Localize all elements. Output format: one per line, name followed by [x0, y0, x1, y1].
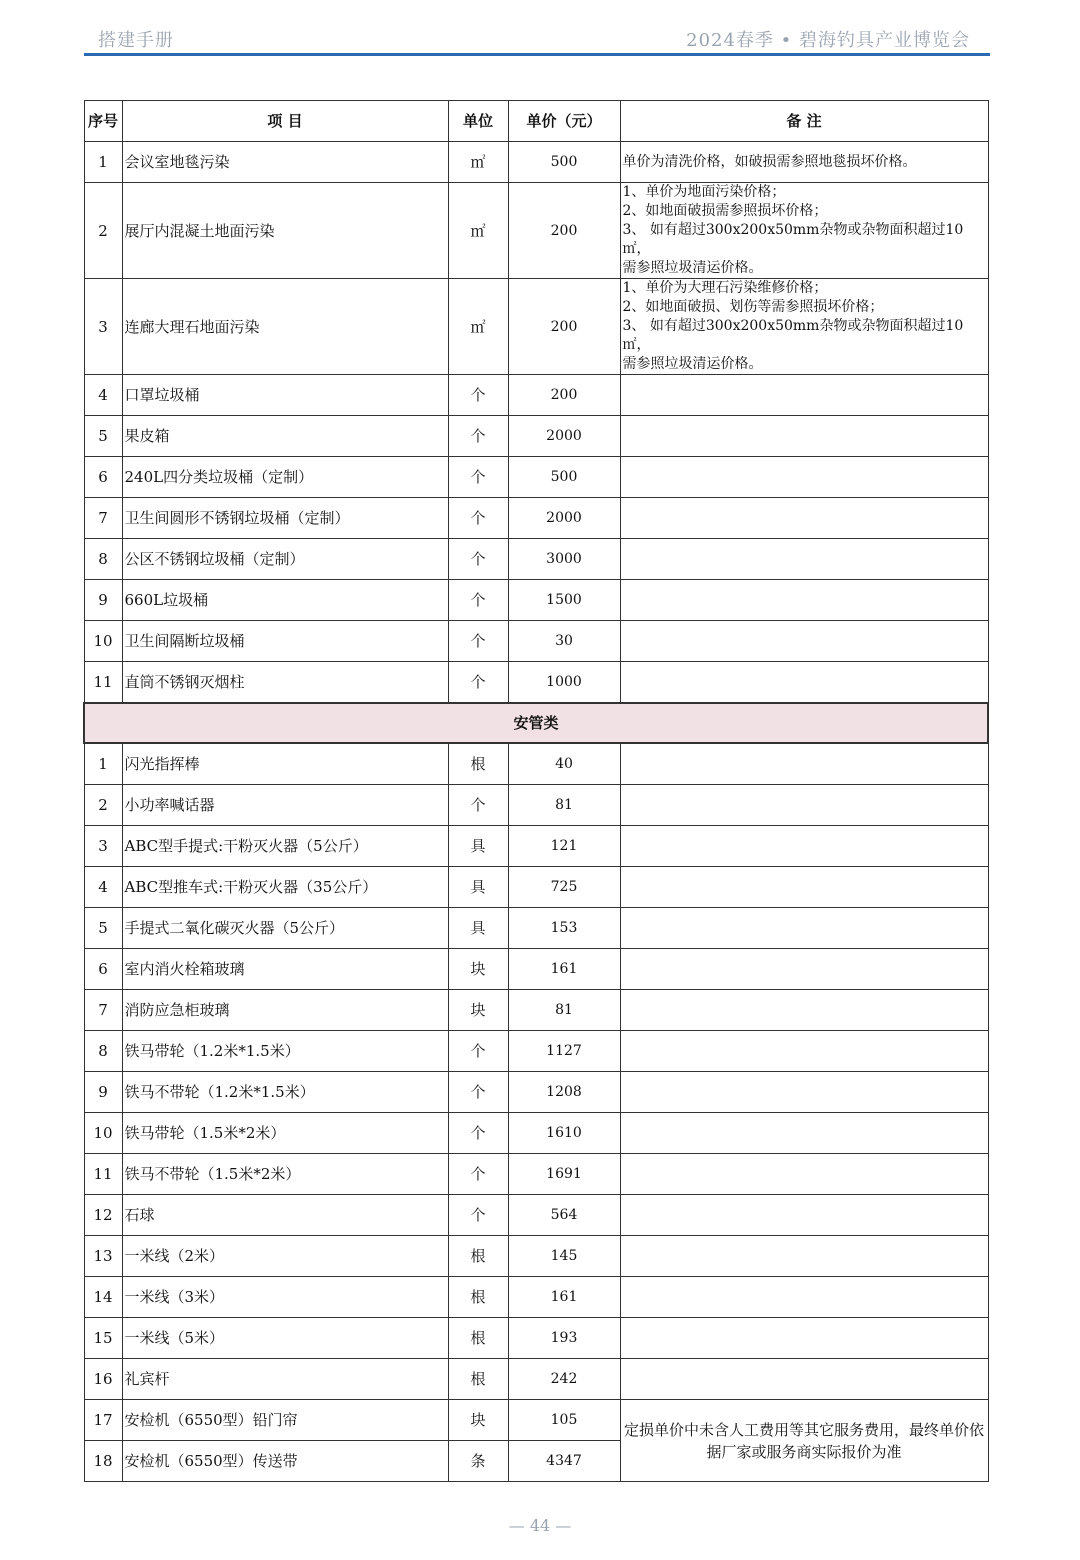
table-row — [84, 621, 988, 662]
cell-note — [620, 662, 988, 704]
table-row — [84, 949, 988, 990]
cell-no: 4 — [84, 375, 122, 416]
cell-note — [620, 743, 988, 785]
cell-no: 8 — [84, 1031, 122, 1072]
table-row — [84, 908, 988, 949]
cell-price: 200 — [508, 279, 620, 375]
cell-no: 11 — [84, 662, 122, 704]
cell-price: 564 — [508, 1195, 620, 1236]
cell-no: 14 — [84, 1277, 122, 1318]
cell-unit: ㎡ — [448, 142, 508, 183]
cell-note — [620, 1359, 988, 1400]
cell-price: 145 — [508, 1236, 620, 1277]
cell-no: 13 — [84, 1236, 122, 1277]
cell-no: 9 — [84, 1072, 122, 1113]
cell-unit: 块 — [448, 990, 508, 1031]
cell-note — [620, 1236, 988, 1277]
cell-note — [620, 416, 988, 457]
cell-price: 105 — [508, 1400, 620, 1441]
cell-note — [620, 1031, 988, 1072]
cell-unit: 根 — [448, 1318, 508, 1359]
cell-item: 室内消火栓箱玻璃 — [122, 949, 448, 990]
table-row — [84, 1236, 988, 1277]
table-row — [84, 990, 988, 1031]
cell-item: ABC型手提式:干粉灭火器（5公斤） — [122, 826, 448, 867]
cell-price: 81 — [508, 785, 620, 826]
cell-note — [620, 908, 988, 949]
cell-unit: ㎡ — [448, 183, 508, 279]
cell-price: 725 — [508, 867, 620, 908]
table-row — [84, 142, 988, 183]
cell-item: 会议室地毯污染 — [122, 142, 448, 183]
cell-no: 15 — [84, 1318, 122, 1359]
cell-no: 1 — [84, 743, 122, 785]
cell-note — [620, 990, 988, 1031]
cell-note — [620, 539, 988, 580]
cell-price: 81 — [508, 990, 620, 1031]
cell-note — [620, 1154, 988, 1195]
cell-no: 10 — [84, 1113, 122, 1154]
cell-item: 铁马不带轮（1.5米*2米） — [122, 1154, 448, 1195]
cell-price: 242 — [508, 1359, 620, 1400]
cell-no: 6 — [84, 457, 122, 498]
cell-item: 展厅内混凝土地面污染 — [122, 183, 448, 279]
table-row — [84, 1113, 988, 1154]
cell-no: 2 — [84, 183, 122, 279]
cell-unit: 个 — [448, 785, 508, 826]
table-row — [84, 539, 988, 580]
cell-price: 30 — [508, 621, 620, 662]
cell-price: 1000 — [508, 662, 620, 704]
cell-price: 161 — [508, 949, 620, 990]
cell-price: 200 — [508, 183, 620, 279]
cell-note — [620, 498, 988, 539]
cell-price: 4347 — [508, 1441, 620, 1482]
cell-no: 4 — [84, 867, 122, 908]
cell-no: 9 — [84, 580, 122, 621]
cell-no: 8 — [84, 539, 122, 580]
cell-unit: 个 — [448, 662, 508, 704]
cell-item: 卫生间圆形不锈钢垃圾桶（定制） — [122, 498, 448, 539]
table-row — [84, 457, 988, 498]
cell-unit: 条 — [448, 1441, 508, 1482]
page-header — [84, 20, 990, 56]
cell-unit: 个 — [448, 621, 508, 662]
cell-no: 7 — [84, 498, 122, 539]
cell-no: 3 — [84, 826, 122, 867]
cell-price: 193 — [508, 1318, 620, 1359]
merged-note-cell: 定损单价中未含人工费用等其它服务费用，最终单价依据厂家或服务商实际报价为准 — [620, 1400, 988, 1482]
table-row — [84, 826, 988, 867]
cell-unit: 个 — [448, 1154, 508, 1195]
cell-note — [620, 183, 988, 279]
cell-item: 公区不锈钢垃圾桶（定制） — [122, 539, 448, 580]
cell-item: 一米线（2米） — [122, 1236, 448, 1277]
cell-unit: 个 — [448, 1031, 508, 1072]
cell-item: 铁马不带轮（1.2米*1.5米） — [122, 1072, 448, 1113]
cell-item: 安检机（6550型）铅门帘 — [122, 1400, 448, 1441]
cell-note — [620, 1195, 988, 1236]
cell-unit: 根 — [448, 1277, 508, 1318]
cell-price: 121 — [508, 826, 620, 867]
page-number: — 44 — — [508, 1516, 572, 1535]
cell-item: 礼宾杆 — [122, 1359, 448, 1400]
cell-unit: 个 — [448, 416, 508, 457]
cell-unit: 个 — [448, 457, 508, 498]
cell-unit: 个 — [448, 1072, 508, 1113]
cell-note — [620, 867, 988, 908]
table-row — [84, 1400, 988, 1441]
table-row — [84, 1031, 988, 1072]
cell-no: 18 — [84, 1441, 122, 1482]
cell-price: 1127 — [508, 1031, 620, 1072]
cell-price: 153 — [508, 908, 620, 949]
cell-note — [620, 621, 988, 662]
cell-unit: 具 — [448, 867, 508, 908]
cell-item: 果皮箱 — [122, 416, 448, 457]
note-line: 需参照垃圾清运价格。 — [622, 260, 763, 276]
cell-price: 1610 — [508, 1113, 620, 1154]
table-row — [84, 416, 988, 457]
cell-item: 消防应急柜玻璃 — [122, 990, 448, 1031]
col-header-item: 项 目 — [122, 101, 448, 142]
cell-unit: 根 — [448, 1359, 508, 1400]
table-row — [84, 580, 988, 621]
note-line: 1、单价为地面污染价格； — [622, 184, 786, 200]
table-row — [84, 183, 988, 279]
cell-unit: 个 — [448, 580, 508, 621]
cell-item: 卫生间隔断垃圾桶 — [122, 621, 448, 662]
header-divider — [84, 53, 990, 56]
cell-item: 直筒不锈钢灭烟柱 — [122, 662, 448, 704]
table-row — [84, 1072, 988, 1113]
table-row — [84, 1318, 988, 1359]
cell-note — [620, 826, 988, 867]
cell-note — [620, 949, 988, 990]
cell-no: 11 — [84, 1154, 122, 1195]
cell-item: 连廊大理石地面污染 — [122, 279, 448, 375]
cell-price: 500 — [508, 457, 620, 498]
table-row — [84, 375, 988, 416]
cell-note — [620, 1277, 988, 1318]
cell-note — [620, 1072, 988, 1113]
cell-no: 2 — [84, 785, 122, 826]
cell-unit: 具 — [448, 908, 508, 949]
cell-item: 铁马带轮（1.5米*2米） — [122, 1113, 448, 1154]
cell-item: 口罩垃圾桶 — [122, 375, 448, 416]
cell-price: 1691 — [508, 1154, 620, 1195]
cell-price: 1208 — [508, 1072, 620, 1113]
table-row — [84, 498, 988, 539]
section-header-row — [84, 703, 988, 743]
cell-unit: 根 — [448, 743, 508, 785]
cell-no: 16 — [84, 1359, 122, 1400]
cell-unit: 个 — [448, 375, 508, 416]
table-row — [84, 785, 988, 826]
cell-no: 6 — [84, 949, 122, 990]
table-row — [84, 1359, 988, 1400]
cell-unit: 具 — [448, 826, 508, 867]
note-line: 2、如地面破损需参照损坏价格； — [622, 203, 828, 219]
cell-price: 200 — [508, 375, 620, 416]
header-manual-title: 搭建手册 — [98, 30, 174, 51]
cell-item: 一米线（5米） — [122, 1318, 448, 1359]
table-row — [84, 1195, 988, 1236]
cell-unit: 个 — [448, 539, 508, 580]
cell-note — [620, 375, 988, 416]
col-header-note: 备 注 — [620, 101, 988, 142]
cell-note — [620, 1318, 988, 1359]
cell-no: 5 — [84, 908, 122, 949]
cell-item: 240L四分类垃圾桶（定制） — [122, 457, 448, 498]
cell-unit: 根 — [448, 1236, 508, 1277]
cell-item: 一米线（3米） — [122, 1277, 448, 1318]
note-line: 1、单价为大理石污染维修价格； — [622, 280, 828, 296]
section-title: 安管类 — [84, 703, 988, 743]
cell-price: 1500 — [508, 580, 620, 621]
cell-price: 3000 — [508, 539, 620, 580]
cell-item: 石球 — [122, 1195, 448, 1236]
note-line: 2、如地面破损、划伤等需参照损坏价格； — [622, 299, 884, 315]
cell-no: 5 — [84, 416, 122, 457]
cell-item: 小功率喊话器 — [122, 785, 448, 826]
cell-item: 铁马带轮（1.2米*1.5米） — [122, 1031, 448, 1072]
cell-no: 7 — [84, 990, 122, 1031]
cell-no: 10 — [84, 621, 122, 662]
cell-price: 2000 — [508, 416, 620, 457]
cell-unit: 个 — [448, 1113, 508, 1154]
cell-unit: 个 — [448, 498, 508, 539]
header-event-title: 2024春季 • 碧海钓具产业博览会 — [686, 30, 970, 51]
cell-item: ABC型推车式:干粉灭火器（35公斤） — [122, 867, 448, 908]
col-header-no: 序号 — [84, 101, 122, 142]
table-row — [84, 662, 988, 704]
col-header-unit: 单位 — [448, 101, 508, 142]
cell-no: 17 — [84, 1400, 122, 1441]
price-table — [83, 100, 989, 1482]
cell-price: 161 — [508, 1277, 620, 1318]
cell-item: 手提式二氧化碳灭火器（5公斤） — [122, 908, 448, 949]
table-header-row — [84, 101, 988, 142]
cell-note — [620, 785, 988, 826]
cell-note — [620, 457, 988, 498]
cell-unit: 块 — [448, 1400, 508, 1441]
cell-unit: ㎡ — [448, 279, 508, 375]
note-line: 3、 如有超过300x200x50mm杂物或杂物面积超过10㎡， — [622, 318, 964, 353]
table-row — [84, 1277, 988, 1318]
cell-no: 12 — [84, 1195, 122, 1236]
note-line: 需参照垃圾清运价格。 — [622, 356, 763, 372]
cell-note — [620, 279, 988, 375]
col-header-price: 单价（元） — [508, 101, 620, 142]
cell-note — [620, 1113, 988, 1154]
table-row — [84, 743, 988, 785]
cell-price: 2000 — [508, 498, 620, 539]
cell-item: 闪光指挥棒 — [122, 743, 448, 785]
cell-item: 安检机（6550型）传送带 — [122, 1441, 448, 1482]
cell-item: 660L垃圾桶 — [122, 580, 448, 621]
table-row — [84, 867, 988, 908]
table-row — [84, 1154, 988, 1195]
cell-unit: 块 — [448, 949, 508, 990]
cell-note: 单价为清洗价格，如破损需参照地毯损坏价格。 — [620, 142, 988, 183]
cell-no: 3 — [84, 279, 122, 375]
table-row — [84, 279, 988, 375]
cell-unit: 个 — [448, 1195, 508, 1236]
cell-price: 40 — [508, 743, 620, 785]
cell-price: 500 — [508, 142, 620, 183]
note-line: 3、 如有超过300x200x50mm杂物或杂物面积超过10㎡， — [622, 222, 964, 257]
cell-note — [620, 580, 988, 621]
cell-no: 1 — [84, 142, 122, 183]
